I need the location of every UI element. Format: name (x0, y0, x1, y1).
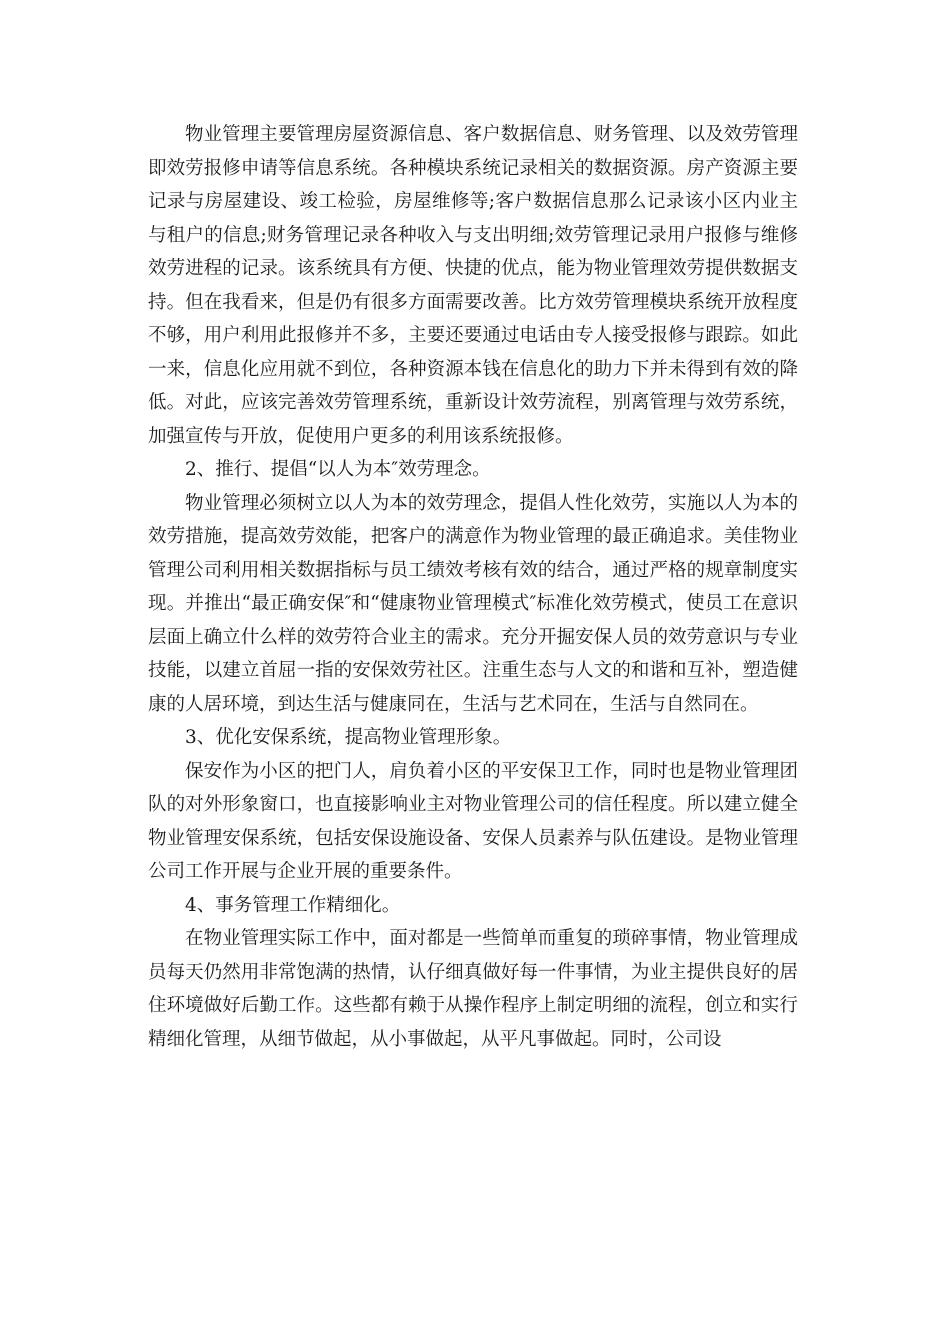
document-body (148, 118, 798, 1056)
paragraph-security-system: 保安作为小区的把门人，肩负着小区的平安保卫工作，同时也是物业管理团队的对外形象窗口，也直接影响业主对物业管理公司的信任程度。所以建立健全物业管理安保系统，包括安保设施设备、安保人员素养与队伍建设。是物业管理公司工作开展与企业开展的重要条件。 (148, 760, 798, 882)
heading-people-oriented: 2、推行、提倡“以人为本″效劳理念。 (185, 459, 491, 480)
paragraph-people-oriented: 物业管理必须树立以人为本的效劳理念，提倡人性化效劳，实施以人为本的效劳措施，提高效劳效能，把客户的满意作为物业管理的最正确追求。美佳物业管理公司利用相关数据指标与员工绩效考核有效的结合，通过严格的规章制度实现。并推出“最正确安保″和“健康物业管理模式″标准化效劳模式，使员工在意识层面上确立什么样的效劳符合业主的需求。充分开掘安保人员的效劳意识与专业技能，以建立首屈一指的安保效劳社区。注重生态与人文的和谐和互补，塑造健康的人居环境，到达生活与健康同在，生活与艺术同在，生活与自然同在。 (148, 492, 798, 715)
heading-fine-management: 4、事务管理工作精细化。 (185, 894, 401, 916)
paragraph-system-overview: 物业管理主要管理房屋资源信息、客户数据信息、财务管理、以及效劳管理即效劳报修申请等信息系统。各种模块系统记录相关的数据资源。房产资源主要记录与房屋建设、竣工检验，房屋维修等;客户数据信息那么记录该小区内业主与租户的信息;财务管理记录各种收入与支出明细;效劳管理记录用户报修与维修效劳进程的记录。该系统具有方便、快捷的优点，能为物业管理效劳提供数据支持。但在我看来，但是仍有很多方面需要改善。比方效劳管理模块系统开放程度不够，用户利用此报修并不多，主要还要通过电话由专人接受报修与跟踪。如此一来，信息化应用就不到位，各种资源本钱在信息化的助力下并未得到有效的降低。对此，应该完善效劳管理系统，重新设计效劳流程，别离管理与效劳系统，加强宣传与开放，促使用户更多的利用该系统报修。 (148, 124, 798, 447)
heading-security-system: 3、优化安保系统，提高物业管理形象。 (185, 727, 512, 748)
paragraph-fine-management: 在物业管理实际工作中，面对都是一些简单而重复的琐碎事情，物业管理成员每天仍然用非常饱满的热情，认仔细真做好每一件事情，为业主提供良好的居住环境做好后勤工作。这些都有赖于从操作程序上制定明细的流程，创立和实行精细化管理，从细节做起，从小事做起，从平凡事做起。同时，公司设 (148, 928, 798, 1050)
